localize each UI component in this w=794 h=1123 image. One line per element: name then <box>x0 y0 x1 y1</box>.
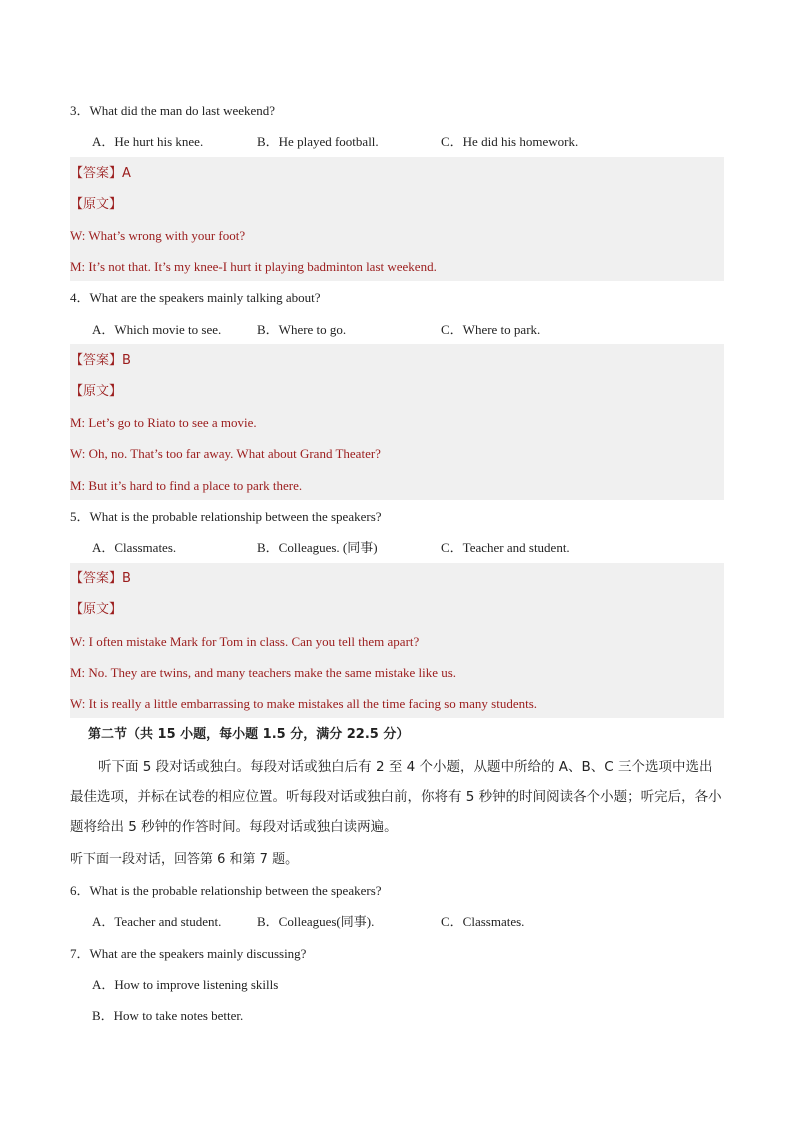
q3-option-c: C．He did his homework. <box>441 134 579 149</box>
answer-value: B <box>122 571 131 586</box>
question-7: 7．What are the speakers mainly discussing? <box>70 946 307 961</box>
q4-source-tag: 【原文】 <box>70 384 123 399</box>
q3-answer-line <box>70 166 131 182</box>
q6-option-c: C．Classmates. <box>441 914 525 929</box>
q3-option-b: B．He played football. <box>257 134 379 149</box>
q5-option-b: B．Colleagues. (同事) <box>257 540 378 555</box>
answer-tag: 【答案】 <box>70 571 123 586</box>
question-6: 6．What is the probable relationship between the speakers? <box>70 883 382 898</box>
question-4: 4．What are the speakers mainly talking about? <box>70 290 321 305</box>
q5-source-tag: 【原文】 <box>70 602 123 617</box>
q5-option-a: A．Classmates. <box>92 540 177 555</box>
q6-option-b: B．Colleagues(同事). <box>257 914 375 929</box>
q5-answer-line <box>70 571 131 587</box>
q6-option-a: A．Teacher and student. <box>92 914 222 929</box>
answer-value: A <box>122 166 131 181</box>
q3-option-a: A．He hurt his knee. <box>92 134 204 149</box>
q4-transcript-line: M: But it’s hard to find a place to park there. <box>70 478 303 493</box>
q3-transcript-line: W: What’s wrong with your foot? <box>70 228 246 243</box>
q7-option-a: A．How to improve listening skills <box>92 977 279 992</box>
q5-transcript-line: M: No. They are twins, and many teachers make the same mistake like us. <box>70 665 457 680</box>
question-5: 5．What is the probable relationship between the speakers? <box>70 509 382 524</box>
q5-transcript-line: W: I often mistake Mark for Tom in class. Can you tell them apart? <box>70 634 420 649</box>
q4-answer-line <box>70 353 131 369</box>
q4-option-a: A．Which movie to see. <box>92 322 222 337</box>
question-3: 3．What did the man do last weekend? <box>70 103 276 118</box>
q3-source-tag: 【原文】 <box>70 197 123 212</box>
q5-transcript-line: W: It is really a little embarrassing to make mistakes all the time facing so many students. <box>70 696 538 711</box>
q4-option-c: C．Where to park. <box>441 322 541 337</box>
q7-option-b: B．How to take notes better. <box>92 1008 244 1023</box>
dialog-intro: 听下面一段对话，回答第 6 和第 7 题。 <box>70 852 299 867</box>
section-heading: 第二节（共 15 小题，每小题 1.5 分，满分 22.5 分） <box>88 727 410 742</box>
section-instructions: 听下面 5 段对话或独白。每段对话或独白后有 2 至 4 个小题，从题中所给的 A、B、C 三个选项中选出最佳选项，并标在试卷的相应位置。听每段对话或独白前，你将有 5 秒钟的时间阅读各个小题；听完后，各小题将给出 5 秒钟的作答时间。每段对话或独白读两遍。 <box>70 759 722 835</box>
q4-option-b: B．Where to go. <box>257 322 347 337</box>
answer-tag: 【答案】 <box>70 353 123 368</box>
q4-transcript-line: M: Let’s go to Riato to see a movie. <box>70 415 257 430</box>
q5-option-c: C．Teacher and student. <box>441 540 570 555</box>
answer-tag: 【答案】 <box>70 166 123 181</box>
answer-value: B <box>122 353 131 368</box>
q4-transcript-line: W: Oh, no. That’s too far away. What about Grand Theater? <box>70 446 381 461</box>
q3-transcript-line: M: It’s not that. It’s my knee-I hurt it playing badminton last weekend. <box>70 259 437 274</box>
